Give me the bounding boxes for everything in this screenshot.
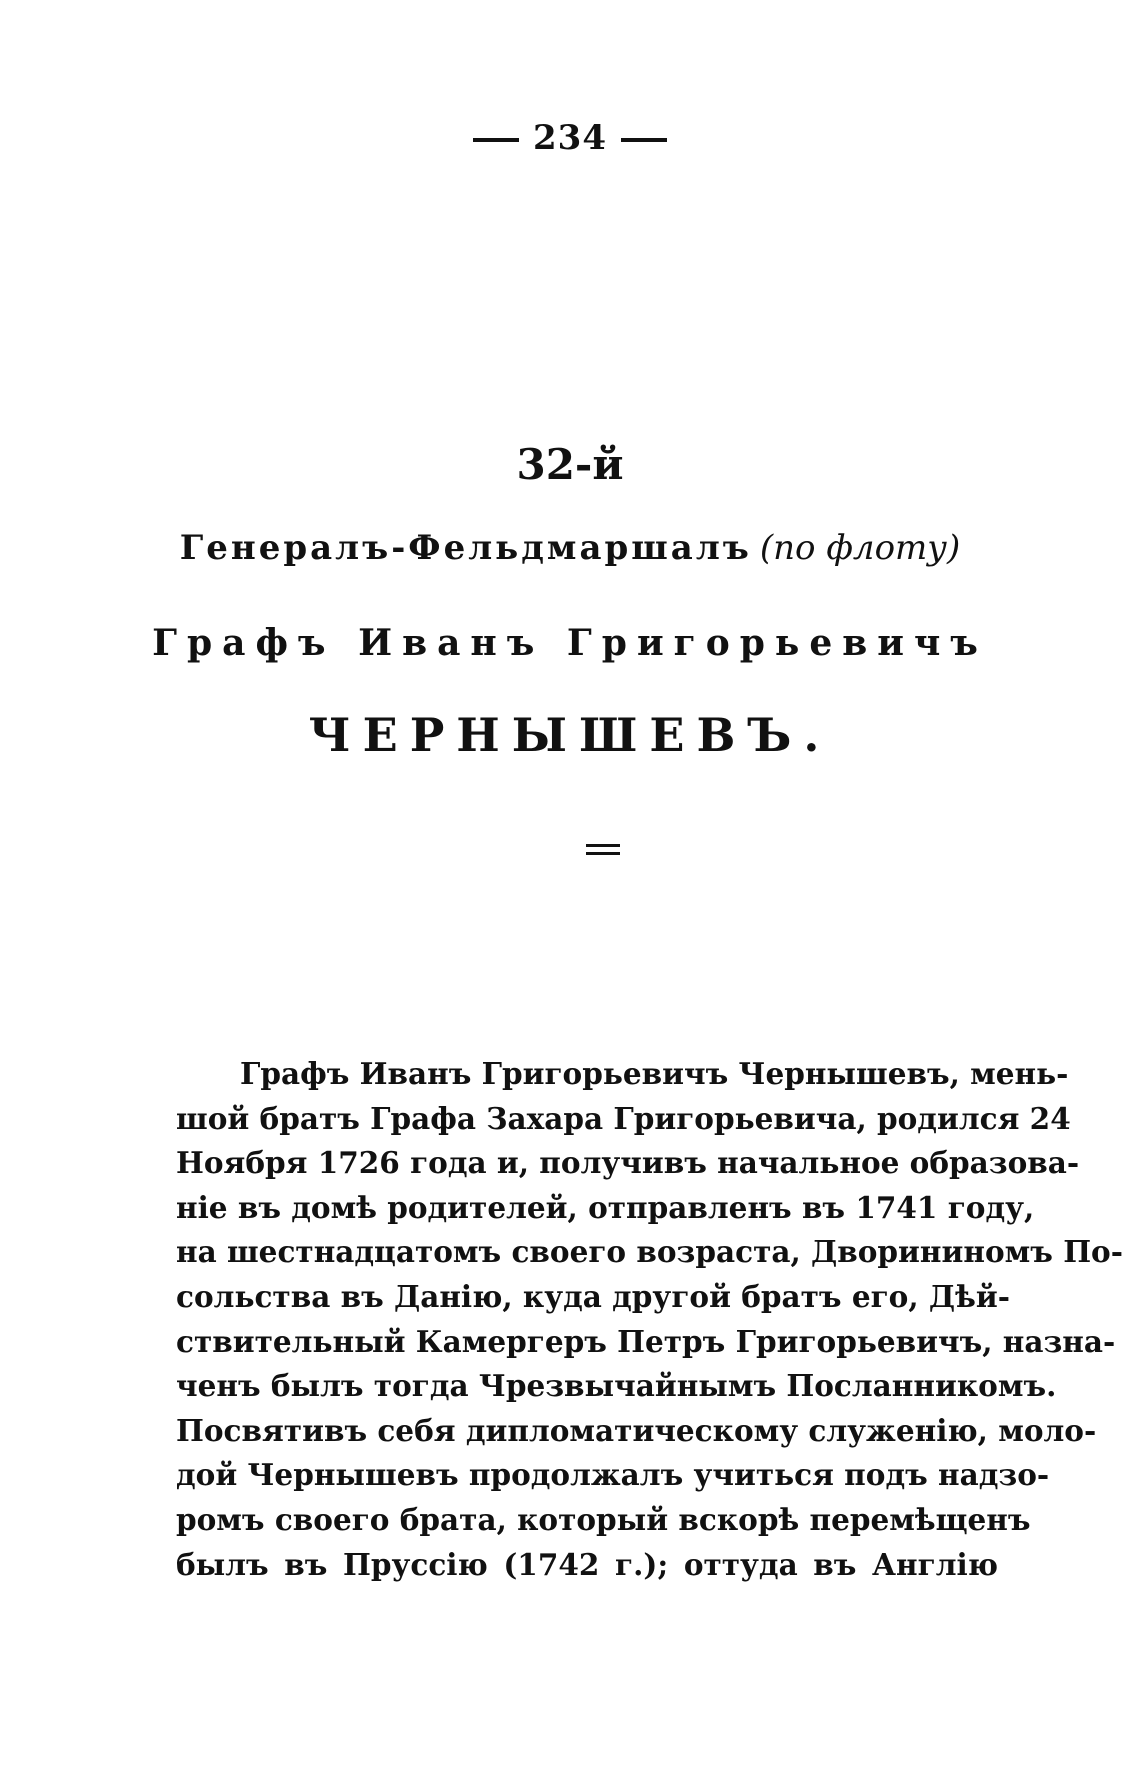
name-heading: Графъ Иванъ Григорьевичъ	[152, 622, 988, 664]
right-dash	[621, 138, 667, 142]
body-line: Графъ Иванъ Григорьевичъ Чернышевъ, мень-	[240, 1056, 1069, 1091]
body-line: ченъ былъ тогда Чрезвычайнымъ Посланникомъ.	[176, 1368, 1057, 1404]
page-number-text: 234	[533, 118, 607, 158]
left-dash	[473, 138, 519, 142]
body-paragraph	[176, 1052, 1123, 1587]
divider-rule-top	[586, 844, 620, 847]
body-line: дой Чернышевъ продолжалъ учиться подъ надзо-	[176, 1457, 1050, 1493]
rank-heading	[0, 528, 1140, 568]
surname-heading: ЧЕРНЫШЕВЪ.	[308, 708, 832, 762]
rank-main: Генералъ-Фельдмаршалъ	[179, 528, 752, 568]
rank-note: (по флоту)	[759, 528, 961, 568]
body-line: былъ въ Пруссію (1742 г.); оттуда въ Англію	[176, 1546, 998, 1582]
body-line: ніе въ домѣ родителей, отправленъ въ 1741 году,	[176, 1189, 1035, 1225]
body-line: Ноября 1726 года и, получивъ начальное образова-	[176, 1145, 1080, 1181]
body-line: сольства въ Данію, куда другой братъ его, Дѣй-	[176, 1278, 1010, 1314]
body-line: шой братъ Графа Захара Григорьевича, родился 24	[176, 1100, 1071, 1136]
double-rule-divider	[586, 844, 620, 860]
body-line: ствительный Камергеръ Петръ Григорьевичъ, назна-	[176, 1323, 1116, 1359]
divider-rule-bottom	[586, 852, 620, 855]
body-line: на шестнадцатомъ своего возраста, Дворининомъ По-	[176, 1234, 1123, 1270]
page-number	[0, 118, 1140, 158]
section-number: 32-й	[516, 440, 624, 489]
body-line: Посвятивъ себя дипломатическому служенію, моло-	[176, 1412, 1097, 1448]
body-line: ромъ своего брата, который вскорѣ перемѣщенъ	[176, 1501, 1031, 1537]
